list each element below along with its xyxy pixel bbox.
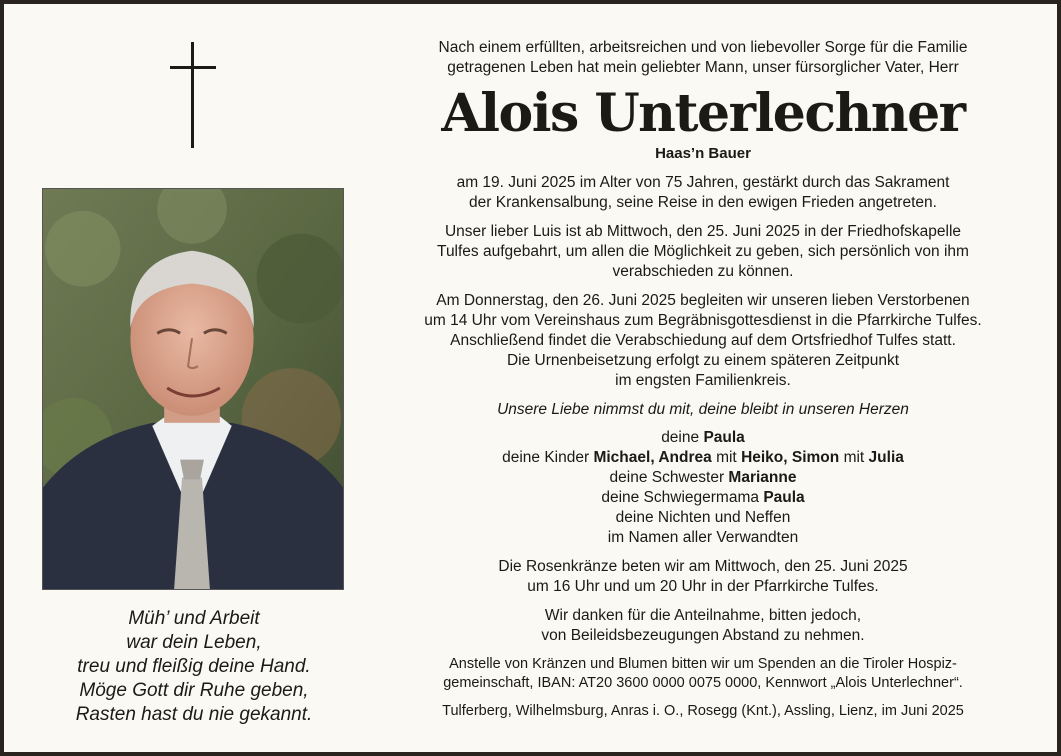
cross-icon [170,42,216,148]
places-date: Tulferberg, Wilhelmsburg, Anras i. O., Rosegg (Knt.), Assling, Lienz, im Juni 2025 [442,703,964,719]
family-member: Marianne [728,469,797,486]
rosary-info [368,557,1038,597]
funeral-line: Am Donnerstag, den 26. Juni 2025 begleiten wir unseren lieben Verstorbenen [436,292,970,309]
family-prefix: deine Schwester [609,469,725,486]
viewing-line: Unser lieber Luis ist ab Mittwoch, den 25. Juni 2025 in der Friedhofskapelle [444,223,962,240]
rosary-line: um 16 Uhr und um 20 Uhr in der Pfarrkirche Tulfes. [527,578,879,595]
family-member: Julia [868,449,904,466]
donation-line: gemeinschaft, IBAN: AT20 3600 0000 0075 0000, Kennwort „Alois Unterlechner“. [443,675,963,691]
family-prefix: deine Kinder [502,449,590,466]
viewing-info [368,222,1038,282]
poem-line: treu und fleißig deine Hand. [77,656,311,677]
intro [368,38,1038,78]
death-notice-line: am 19. Juni 2025 im Alter von 75 Jahren, gestärkt durch das Sakrament [456,174,950,191]
poem-line: war dein Leben, [126,632,262,653]
family-member: Heiko, Simon [741,449,840,466]
family-member: Paula [763,489,805,506]
family-member: Michael, Andrea [593,449,712,466]
funeral-line: um 14 Uhr vom Vereinshaus zum Begräbnisgottesdienst in die Pfarrkirche Tulfes. [424,312,982,329]
rosary-line: Die Rosenkränze beten wir am Mittwoch, den 25. Juni 2025 [498,558,908,575]
death-notice [368,173,1038,213]
family-prefix: mit [843,449,865,466]
notice-text [368,38,1038,721]
motto: Unsere Liebe nimmst du mit, deine bleibt in unseren Herzen [497,401,909,418]
deceased-name: Alois Unterlechner [441,83,965,144]
donation-info [368,655,1038,693]
family-line: im Namen aller Verwandten [607,529,799,546]
poem-line: Möge Gott dir Ruhe geben, [79,680,309,701]
portrait-photo [42,188,344,590]
intro-line: Nach einem erfüllten, arbeitsreichen und von liebevoller Sorge für die Familie [438,39,968,56]
family-prefix: mit [716,449,737,466]
thanks-line: von Beileidsbezeugungen Abstand zu nehmen. [541,627,865,644]
viewing-line: Tulfes aufgebahrt, um allen die Möglichkeit zu geben, sich persönlich von ihm [437,243,969,260]
funeral-line: Anschließend findet die Verabschiedung auf dem Ortsfriedhof Tulfes statt. [450,332,956,349]
donation-line: Anstelle von Kränzen und Blumen bitten wir um Spenden an die Tiroler Hospiz- [449,656,957,672]
intro-line: getragenen Leben hat mein geliebter Mann, unser fürsorglicher Vater, Herr [447,59,959,76]
viewing-line: verabschieden zu können. [612,263,794,280]
family-line: deine Nichten und Neffen [615,509,791,526]
family-prefix: deine Schwiegermama [601,489,759,506]
nickname: Haas’n Bauer [655,145,751,162]
poem [24,607,364,727]
family-member: Paula [703,429,745,446]
poem-line: Müh’ und Arbeit [128,608,260,629]
funeral-line: im engsten Familienkreis. [615,372,791,389]
death-notice-line: der Krankensalbung, seine Reise in den ewigen Frieden angetreten. [469,194,937,211]
thanks [368,606,1038,646]
family-list [368,428,1038,548]
family-prefix: deine [661,429,700,446]
poem-line: Rasten hast du nie gekannt. [75,704,313,725]
funeral-info [368,291,1038,391]
thanks-line: Wir danken für die Anteilnahme, bitten jedoch, [544,607,862,624]
funeral-line: Die Urnenbeisetzung erfolgt zu einem späteren Zeitpunkt [506,352,900,369]
